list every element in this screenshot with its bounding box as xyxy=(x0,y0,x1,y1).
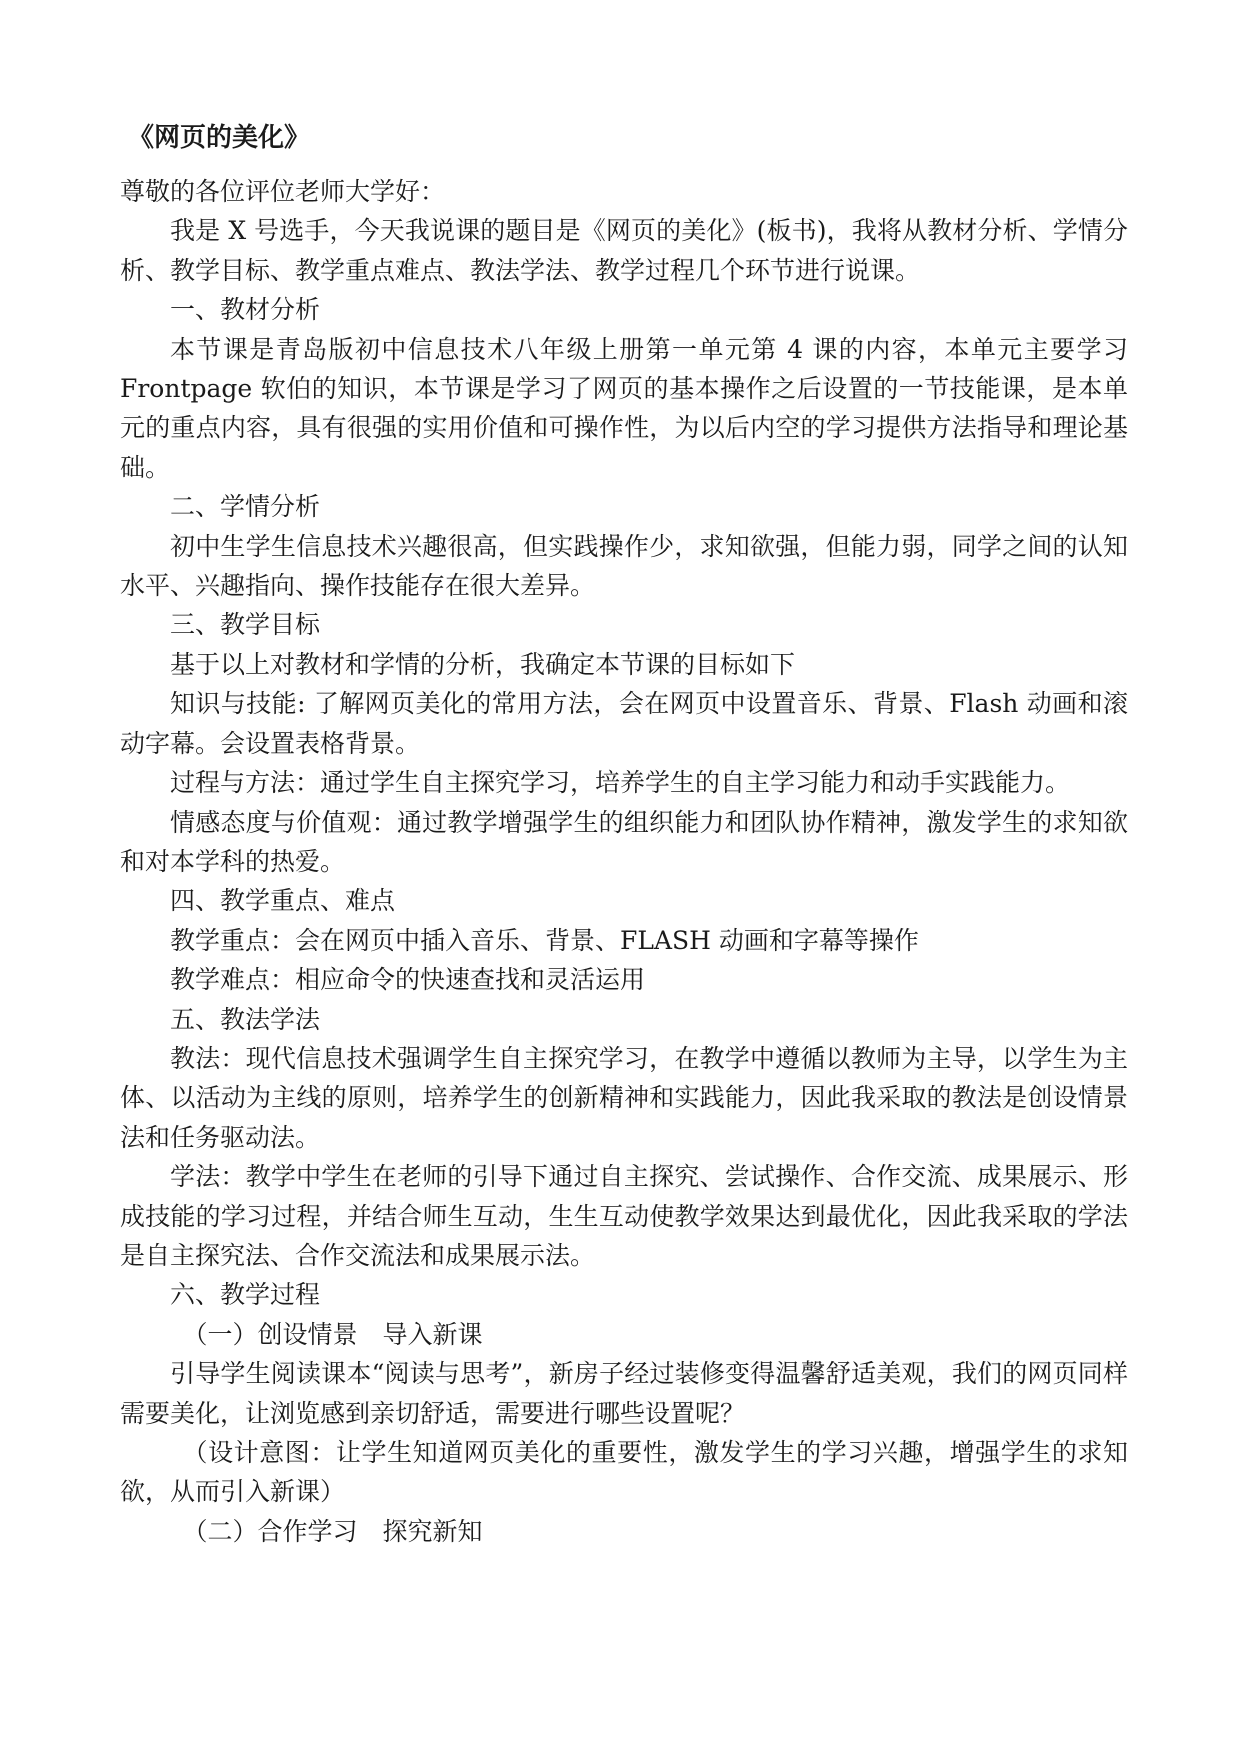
document-title: 《网页的美化》 xyxy=(128,123,311,153)
section-heading-methods: 五、教法学法 xyxy=(170,1004,321,1034)
greeting-paragraph: 尊敬的各位评位老师大学好： xyxy=(120,177,446,206)
teaching-goals-intro: 基于以上对教材和学情的分析，我确定本节课的目标如下 xyxy=(170,649,796,679)
key-point-paragraph: 教学重点：会在网页中插入音乐、背景、FLASH 动画和字幕等操作 xyxy=(170,925,919,955)
design-intent-paragraph: （设计意图：让学生知道网页美化的重要性，激发学生的学习兴趣，增强学生的求知欲，从而引入新课） xyxy=(120,1438,1128,1507)
document-page xyxy=(120,118,1128,1551)
introduction-paragraph: 引导学生阅读课本“阅读与思考”，新房子经过装修变得温馨舒适美观，我们的网页同样需要美化，让浏览感到亲切舒适，需要进行哪些设置呢？ xyxy=(120,1359,1128,1428)
document-body xyxy=(120,172,1128,1551)
goal-process-methods: 过程与方法：通过学生自主探究学习，培养学生的自主学习能力和动手实践能力。 xyxy=(170,768,1071,798)
student-analysis-paragraph: 初中生学生信息技术兴趣很高，但实践操作少，求知欲强，但能力弱，同学之间的认知水平、兴趣指向、操作技能存在很大差异。 xyxy=(120,531,1128,601)
learning-method-paragraph: 学法：教学中学生在老师的引导下通过自主探究、尝试操作、合作交流、成果展示、形成技能的学习过程，并结合师生互动，生生互动使教学效果达到最优化，因此我采取的学法是自主探究法、合作交流法和成果展示法。 xyxy=(120,1162,1128,1270)
goal-knowledge-skills: 知识与技能: 了解网页美化的常用方法，会在网页中设置音乐、背景、Flash 动画和滚动字幕。会设置表格背景。 xyxy=(120,689,1128,758)
section-heading-student-analysis: 二、学情分析 xyxy=(170,492,321,522)
section-heading-teaching-goals: 三、教学目标 xyxy=(170,610,321,640)
section-heading-textbook-analysis: 一、教材分析 xyxy=(170,295,321,325)
section-heading-teaching-process: 六、教学过程 xyxy=(170,1280,321,1310)
subsection-heading-introduction: （一）创设情景 导入新课 xyxy=(182,1319,483,1349)
difficult-point-paragraph: 教学难点：相应命令的快速查找和灵活运用 xyxy=(170,965,646,995)
section-heading-key-points: 四、教学重点、难点 xyxy=(170,886,396,916)
intro-paragraph: 我是 X 号选手，今天我说课的题目是《网页的美化》(板书)，我将从教材分析、学情分析、教学目标、教学重点难点、教法学法、教学过程几个环节进行说课。 xyxy=(120,216,1128,285)
goal-emotion-values: 情感态度与价值观：通过教学增强学生的组织能力和团队协作精神，激发学生的求知欲和对本学科的热爱。 xyxy=(120,807,1128,876)
textbook-analysis-paragraph: 本节课是青岛版初中信息技术八年级上册第一单元第 4 课的内容，本单元主要学习 Frontpage 软伯的知识，本节课是学习了网页的基本操作之后设置的一节技能课，是本单元的重点内容，具有很强的实用价值和可操作性，为以后内空的学习提供方法指导和理论基础。 xyxy=(120,334,1128,482)
subsection-heading-cooperative-learning: （二）合作学习 探究新知 xyxy=(182,1516,483,1546)
teaching-method-paragraph: 教法：现代信息技术强调学生自主探究学习，在教学中遵循以教师为主导，以学生为主体、以活动为主线的原则，培养学生的创新精神和实践能力，因此我采取的教法是创设情景法和任务驱动法。 xyxy=(120,1043,1128,1152)
